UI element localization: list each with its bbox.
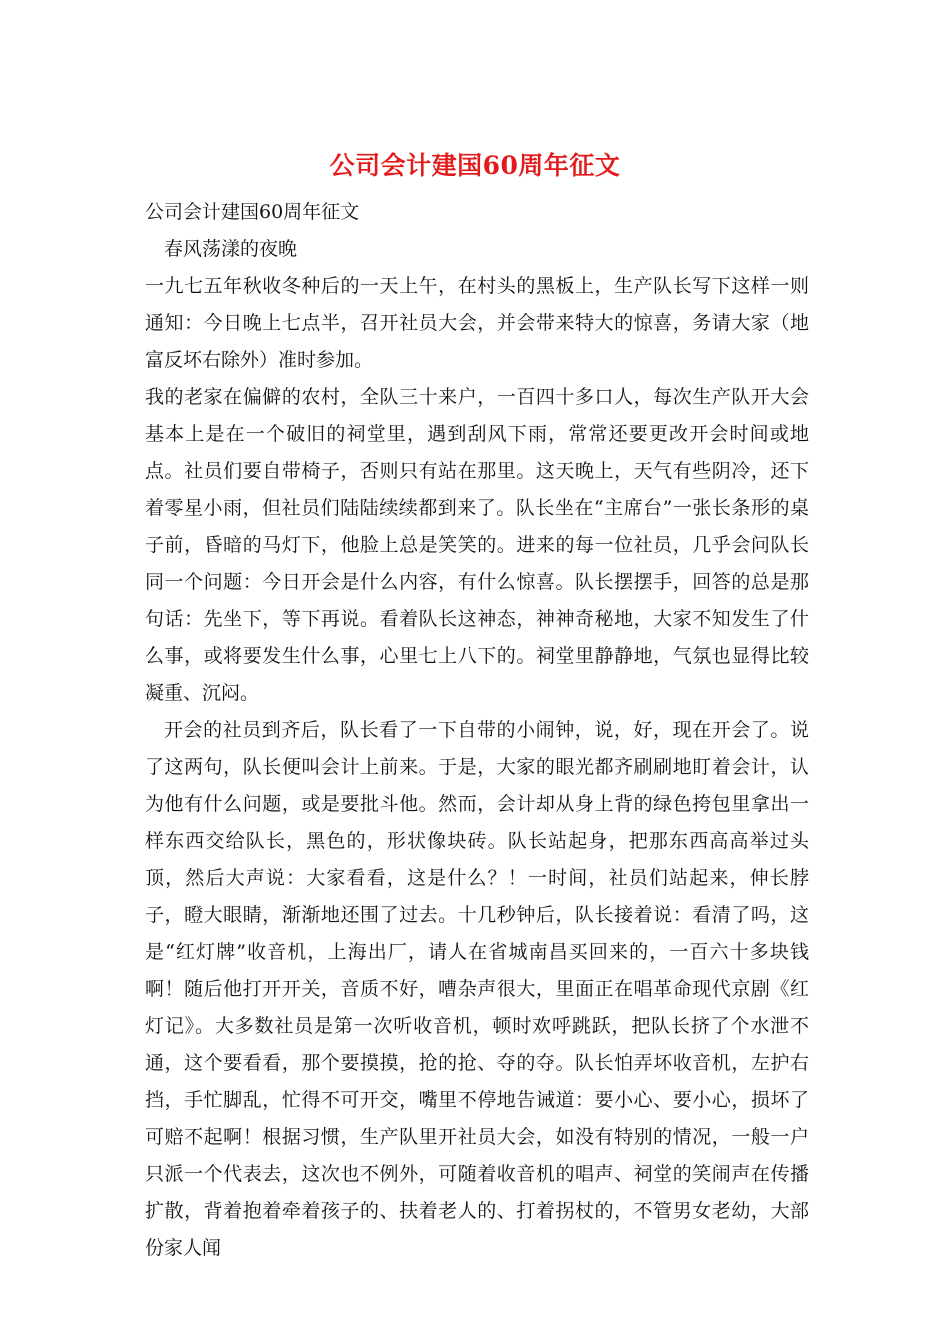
document-title: 公司会计建国60周年征文 — [329, 151, 621, 180]
body-paragraph: 一九七五年秋收冬种后的一天上午，在村头的黑板上，生产队长写下这样一则通知：今日晚上七点半，召开社员大会，并会带来特大的惊喜，务请大家（地富反坏右除外）准时参加。 — [145, 275, 809, 371]
body-paragraph: 开会的社员到齐后，队长看了一下自带的小闹钟，说，好，现在开会了。说了这两句，队长便叫会计上前来。于是，大家的眼光都齐刷刷地盯着会计，认为他有什么问题，或是要批斗他。然而，会计却从身上背的绿色挎包里拿出一样东西交给队长，黑色的，形状像块砖。队长站起身，把那东西高高举过头顶，然后大声说：大家看看，这是什么？！一时间，社员们站起来，伸长脖子，瞪大眼睛，渐渐地还围了过去。十几秒钟后，队长接着说：看清了吗，这是“红灯牌”收音机，上海出厂，请人在省城南昌买回来的，一百六十多块钱啊！随后他打开开关，音质不好，嘈杂声很大，里面正在唱革命现代京剧《红灯记》。大多数社员是第一次听收音机，顿时欢呼跳跃，把队长挤了个水泄不通，这个要看看，那个要摸摸，抢的抢、夺的夺。队长怕弄坏收音机，左护右挡，手忙脚乱，忙得不可开交，嘴里不停地告诫道：要小心、要小心，损坏了可赔不起啊！根据习惯，生产队里开社员大会，如没有特别的情况，一般一户只派一个代表去，这次也不例外，可随着收音机的唱声、祠堂的笑闹声在传播扩散，背着抱着牵着孩子的、扶着老人的、打着拐杖的，不管男女老幼，大部份家人闻 — [145, 719, 809, 1259]
subtitle-paragraph: 公司会计建国60周年征文 — [145, 201, 360, 223]
document-body — [145, 194, 809, 1267]
section-heading: 春风荡漾的夜晚 — [164, 238, 298, 260]
body-paragraph: 我的老家在偏僻的农村，全队三十来户，一百四十多口人，每次生产队开大会基本上是在一个破旧的祠堂里，遇到刮风下雨，常常还要更改开会时间或地点。社员们要自带椅子，否则只有站在那里。这天晚上，天气有些阴冷，还下着零星小雨，但社员们陆陆续续都到来了。队长坐在“主席台”一张长条形的桌子前，昏暗的马灯下，他脸上总是笑笑的。进来的每一位社员，几乎会问队长同一个问题：今日开会是什么内容，有什么惊喜。队长摆摆手，回答的总是那句话：先坐下，等下再说。看着队长这神态，神神奇秘地，大家不知发生了什么事，或将要发生什么事，心里七上八下的。祠堂里静静地，气氛也显得比较凝重、沉闷。 — [145, 386, 809, 704]
